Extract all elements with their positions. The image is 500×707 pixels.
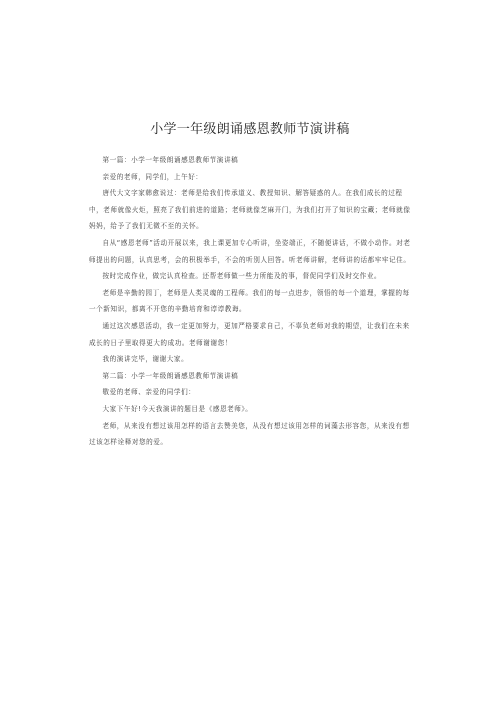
body-paragraph: 老师是辛勤的园丁，老师是人类灵魂的工程师。我们的每一点进步，领悟的每一个道理，掌握的每一个新知识，都离不开您的辛勤培育和谆谆教诲。 — [89, 288, 410, 314]
salutation-1: 亲爱的老师，同学们，上午好： — [102, 172, 203, 181]
body-paragraph: 大家下午好!今天我演讲的题目是《感恩老师》。 — [102, 404, 253, 413]
document-title: 小学一年级朗诵感恩教师节演讲稿 — [150, 122, 350, 137]
salutation-2: 敬爱的老师、亲爱的同学们： — [102, 388, 196, 397]
body-paragraph: 通过这次感恩活动，我一定更加努力，更加严格要求自己，不辜负老师对我的期望，让我们在未来成长的日子里取得更大的成功。老师谢谢您！ — [89, 321, 410, 347]
section-heading-2: 第二篇：小学一年级朗诵感恩教师节演讲稿 — [102, 371, 239, 380]
body-paragraph: 自从“感恩老师”活动开展以来，我上课更加专心听讲，坐姿端正，不随便讲话，不做小动作。对老师提出的问题，认真思考，会的积极举手，不会的听别人回答。听老师讲解，老师讲的话都牢牢记住。 — [89, 238, 411, 264]
closing-line: 我的演讲完毕，谢谢大家。 — [102, 355, 189, 364]
document-body — [89, 152, 411, 451]
body-paragraph: 按时完成作业，做完认真检查。还帮老师做一些力所能及的事，督促同学们及时交作业。 — [102, 272, 382, 281]
body-paragraph: 唐代大文字家韩愈说过：老师是给我们传承道义、教授知识、解答疑惑的人。在我们成长的过程中，老师就像火炬，照亮了我们前进的道路；老师就像芝麻开门，为我们打开了知识的宝藏；老师就像妈妈，给予了我们无微不至的关怀。 — [89, 189, 411, 231]
body-paragraph: 老师，从来没有想过该用怎样的语言去赞美您，从没有想过该用怎样的词藻去形容您，从来没有想过该怎样诠释对您的爱。 — [89, 421, 410, 447]
section-heading-1: 第一篇：小学一年级朗诵感恩教师节演讲稿 — [102, 156, 239, 164]
